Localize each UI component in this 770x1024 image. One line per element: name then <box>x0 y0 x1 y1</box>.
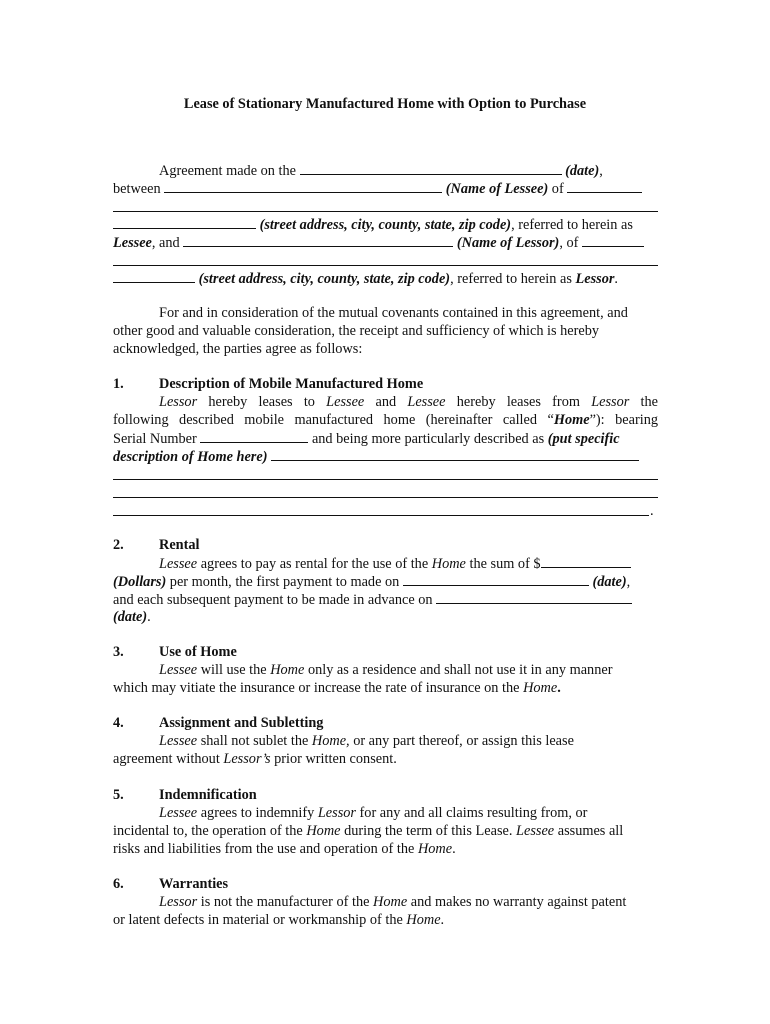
rental-amount-blank[interactable] <box>541 554 631 568</box>
section-5-number: 5. <box>113 787 124 803</box>
section-5-line-3: risks and liabilities from the use and operation of the Home. <box>113 841 456 857</box>
section-6-line-1: Lessor is not the manufacturer of the Home and makes no warranty against patent <box>159 894 627 910</box>
first-payment-date-blank[interactable] <box>403 572 589 586</box>
section-2-line-4: (date). <box>113 609 151 625</box>
section-5-heading: Indemnification <box>159 787 257 803</box>
section-6-number: 6. <box>113 876 124 892</box>
section-3-heading: Use of Home <box>159 644 237 660</box>
lessor-name-blank[interactable] <box>183 233 453 247</box>
agreement-date-line: Agreement made on the (date), <box>159 163 603 179</box>
section-2-heading: Rental <box>159 537 200 553</box>
subsequent-payment-date-blank[interactable] <box>436 590 632 604</box>
consideration-line-2: other good and valuable consideration, the receipt and sufficiency of which is hereby <box>113 323 600 339</box>
lessee-name-blank[interactable] <box>164 179 442 193</box>
description-blank-2[interactable] <box>113 479 658 480</box>
section-1-number: 1. <box>113 376 124 392</box>
consideration-line-3: acknowledged, the parties agree as follows: <box>113 341 363 357</box>
section-4-number: 4. <box>113 715 124 731</box>
section-1-heading: Description of Mobile Manufactured Home <box>159 376 424 392</box>
section-6-line-2: or latent defects in material or workmanship of the Home. <box>113 912 445 928</box>
serial-number-blank[interactable] <box>200 429 308 443</box>
lessor-address-blank[interactable] <box>113 265 658 266</box>
section-2-line-2: (Dollars) per month, the first payment to made on (date), <box>113 574 631 590</box>
description-blank-4[interactable] <box>113 515 649 516</box>
section-2-line-3: and each subsequent payment to be made in advance on <box>113 590 658 609</box>
section-6-heading: Warranties <box>159 876 229 892</box>
section-4-line-1: Lessee shall not sublet the Home, or any part thereof, or assign this lease <box>159 733 574 749</box>
date-blank[interactable] <box>300 161 562 175</box>
lessor-name-line: Lessee, and (Name of Lessor), of <box>113 233 658 252</box>
section-5-line-1: Lessee agrees to indemnify Lessor for any and all claims resulting from, or <box>159 805 588 821</box>
consideration-line-1: For and in consideration of the mutual covenants contained in this agreement, and <box>159 305 628 321</box>
description-blank-3[interactable] <box>113 497 658 498</box>
section-4-line-2: agreement without Lessor’s prior written consent. <box>113 751 397 767</box>
lessee-address-line: (street address, city, county, state, zip code), referred to herein as <box>113 215 658 234</box>
description-blank-1[interactable] <box>271 447 639 461</box>
lessee-address-blank-start[interactable] <box>567 179 642 193</box>
section-1-line-1: Lessor hereby leases to Lessee and Lessee hereby leases from Lessor the <box>159 394 659 410</box>
lessor-address-blank-end[interactable] <box>113 269 195 283</box>
section-1-end-period: . <box>650 503 654 519</box>
section-2-line-1: Lessee agrees to pay as rental for the use of the Home the sum of $ <box>159 554 658 573</box>
section-3-line-2: which may vitiate the insurance or increase the rate of insurance on the Home. <box>113 680 561 696</box>
section-1-line-4: description of Home here) <box>113 447 658 466</box>
lessee-address-blank-end[interactable] <box>113 215 256 229</box>
lessee-name-line: between (Name of Lessee) of <box>113 179 658 198</box>
section-1-line-3: Serial Number and being more particularly described as (put specific <box>113 431 620 447</box>
section-5-line-2: incidental to, the operation of the Home during the term of this Lease. Lessee assumes all <box>113 823 624 839</box>
lessor-address-line: (street address, city, county, state, zip code), referred to herein as Lessor. <box>113 269 658 288</box>
section-1-line-2: following described mobile manufactured home (hereinafter called “Home”): bearing <box>113 412 658 428</box>
section-3-line-1: Lessee will use the Home only as a residence and shall not use it in any manner <box>159 662 613 678</box>
section-4-heading: Assignment and Subletting <box>159 715 324 731</box>
lessor-address-blank-start[interactable] <box>582 233 644 247</box>
section-2-number: 2. <box>113 537 124 553</box>
lessee-address-blank[interactable] <box>113 211 658 212</box>
section-3-number: 3. <box>113 644 124 660</box>
document-title: Lease of Stationary Manufactured Home with Option to Purchase <box>183 96 587 112</box>
